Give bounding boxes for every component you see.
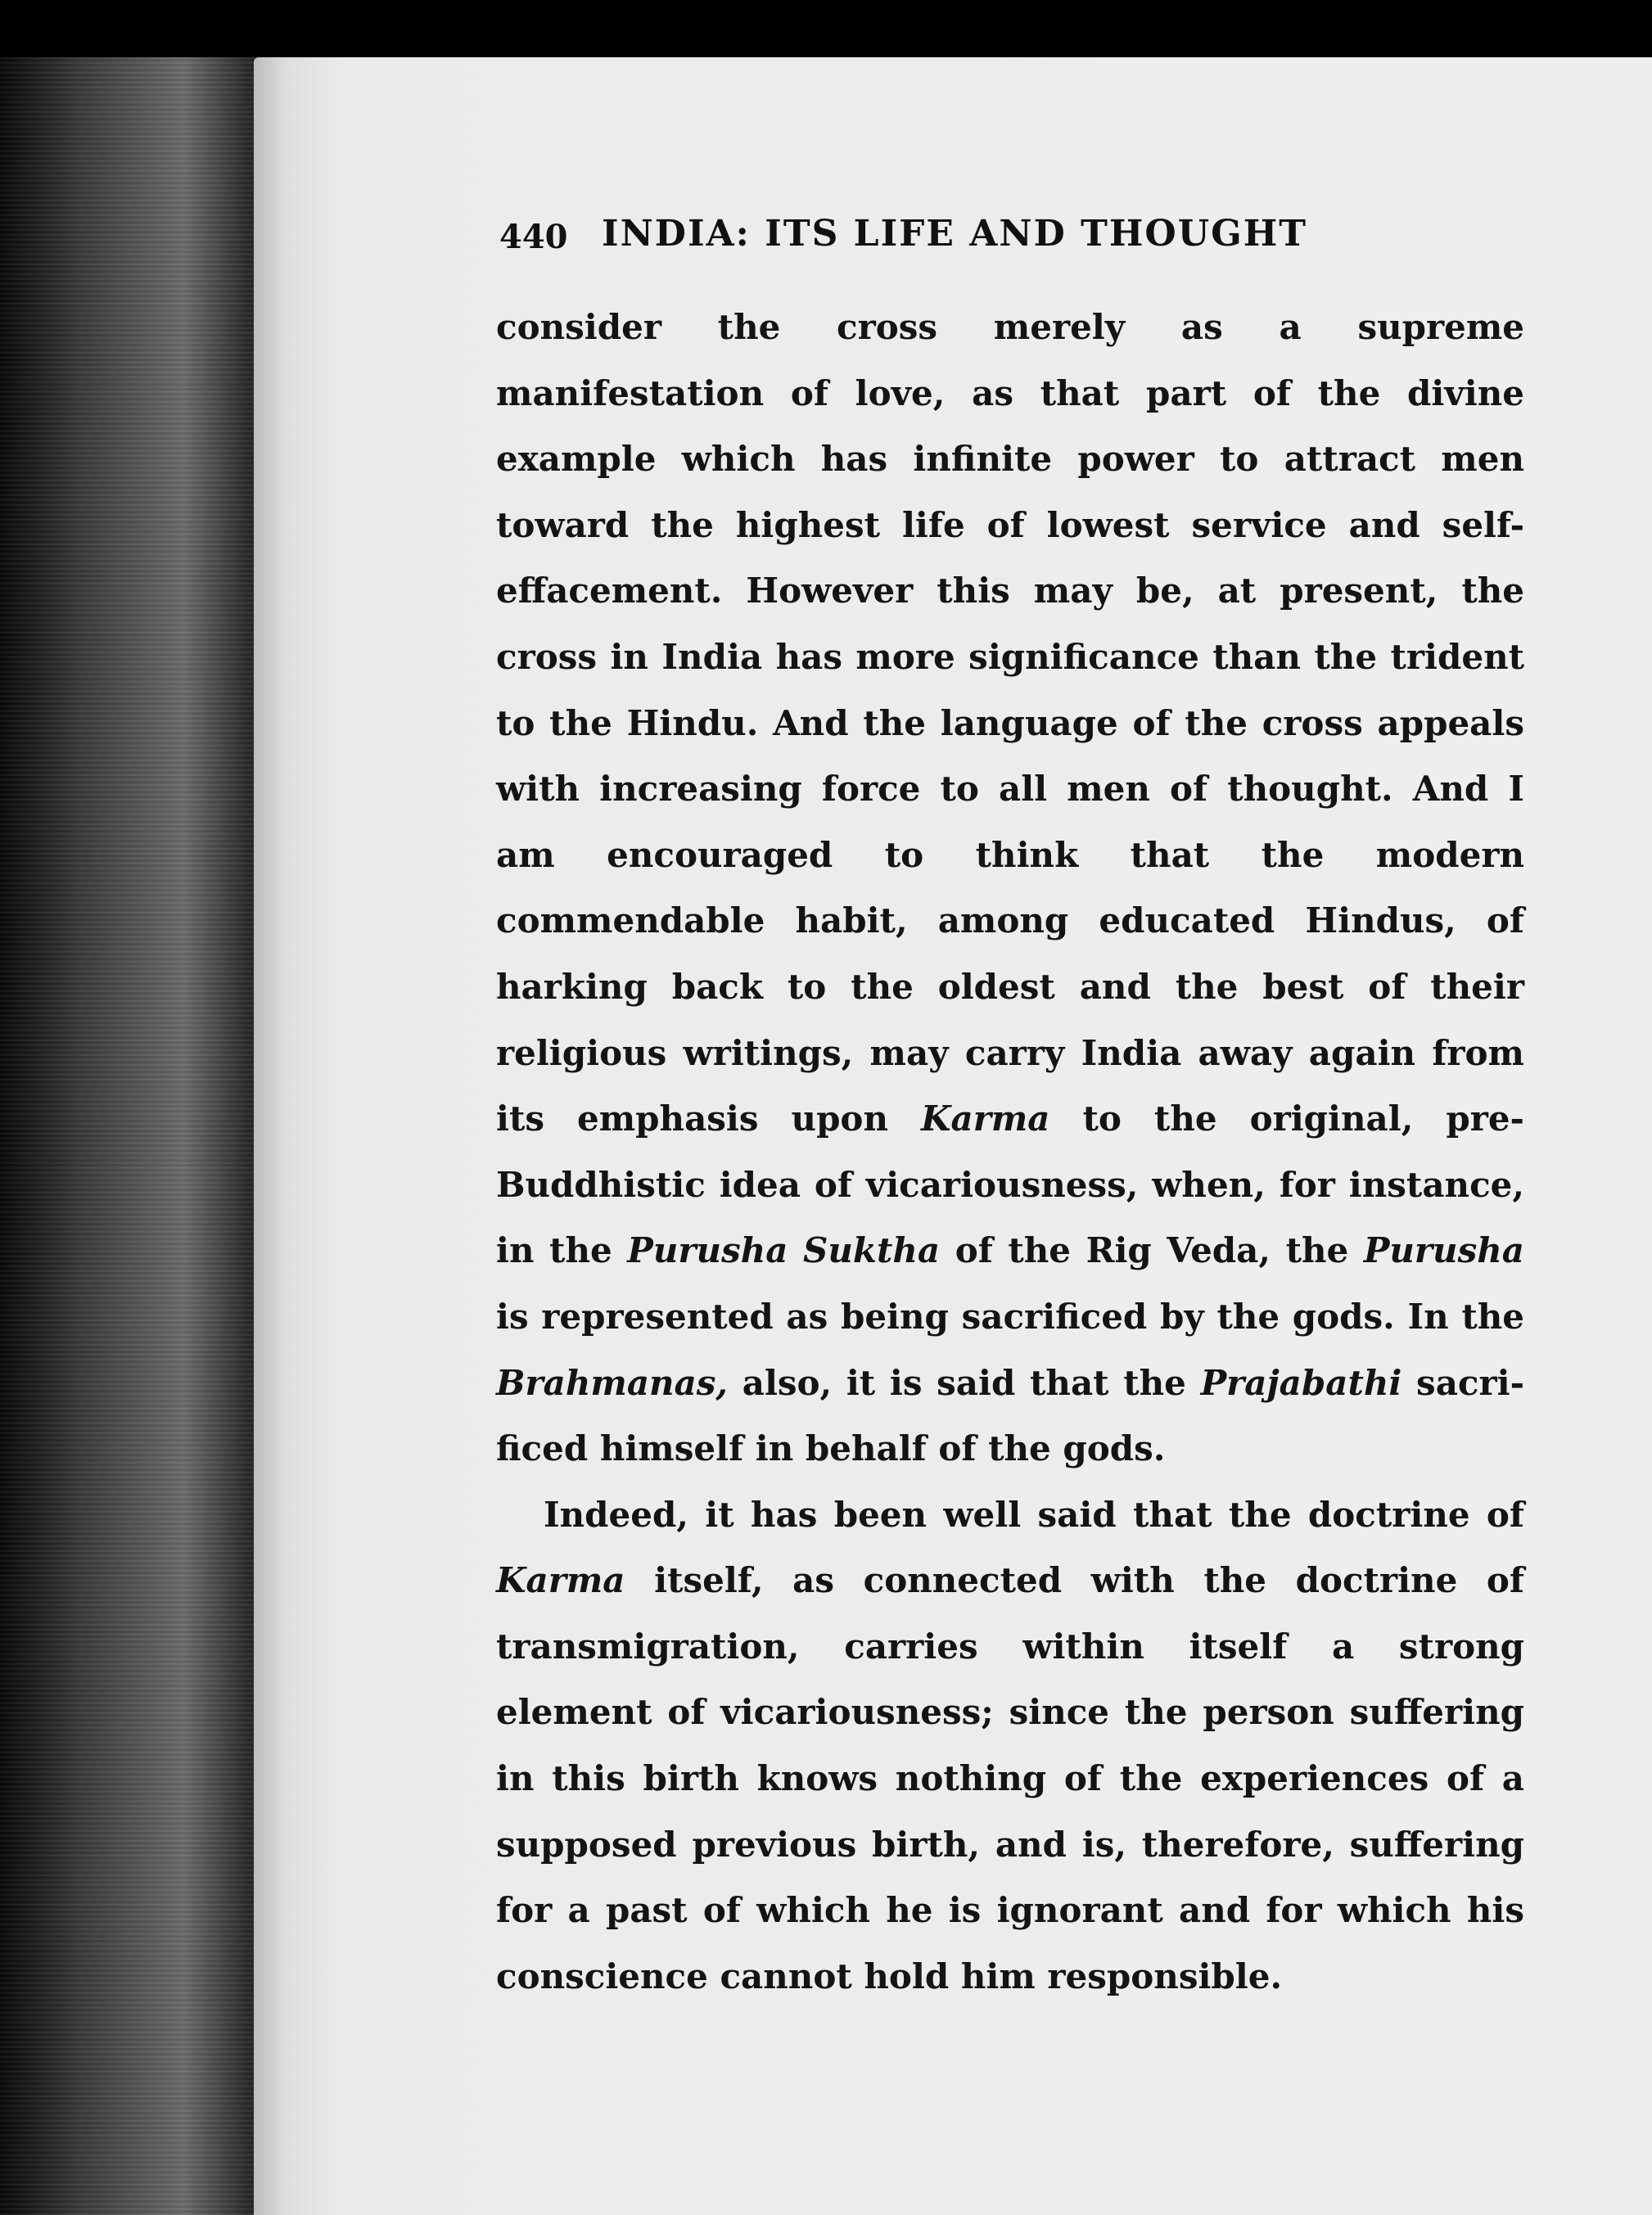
- term-purusha: Purusha: [1363, 1230, 1524, 1271]
- text-segment: itself, as connected with the doctrine of transmigration, carries within itself a strong element of vicariousness; since the person suffering in this birth knows nothing of the experiences of a supposed previous birth, and is, therefore, suffering for a past of which he is ignorant and for which his conscience cannot hold him responsible.: [496, 1560, 1524, 1996]
- body-text: [496, 295, 1524, 2010]
- paragraph-1: [496, 295, 1524, 1482]
- book-page: [254, 57, 1652, 2215]
- page-header: [499, 213, 1572, 270]
- paragraph-2: [496, 1482, 1524, 2010]
- text-segment: to the original, pre-Buddhistic idea of vicariousness, when, for instance, in the: [496, 1098, 1524, 1271]
- term-purusha-suktha: Purusha Suktha: [627, 1230, 941, 1271]
- term-karma: Karma: [496, 1560, 625, 1601]
- term-prajabathi: Prajabathi: [1200, 1362, 1402, 1403]
- text-segment: also, it is said that the: [728, 1362, 1201, 1403]
- page-number: 440: [499, 218, 568, 256]
- text-segment: consider the cross merely as a supreme manifestation of love, as that part of the divine example which has infinite power to attract men toward the highest life of lowest service and self-effacement. However this may be, at present, the cross in India has more significance than the trident to the Hindu. And the language of the cross appeals with increasing force to all men of thought. And I am encouraged to think that the modern commendable habit, among educated Hindus, of harking back to the oldest and the best of their religious writings, may carry India away again from its emphasis upon: [496, 307, 1524, 1139]
- running-title: INDIA: ITS LIFE AND THOUGHT: [602, 213, 1308, 255]
- term-karma: Karma: [921, 1098, 1050, 1139]
- term-brahmanas: Brahmanas,: [496, 1362, 729, 1403]
- text-segment: Indeed, it has been well said that the doctrine of: [544, 1494, 1524, 1535]
- text-segment: of the Rig Veda, the: [940, 1230, 1364, 1271]
- book-spine-shadow: [0, 57, 270, 2215]
- text-segment: sacrificed himself in behalf of the gods.: [496, 1362, 1524, 1469]
- text-segment: is represented as being sacrificed by the gods. In the: [496, 1296, 1524, 1337]
